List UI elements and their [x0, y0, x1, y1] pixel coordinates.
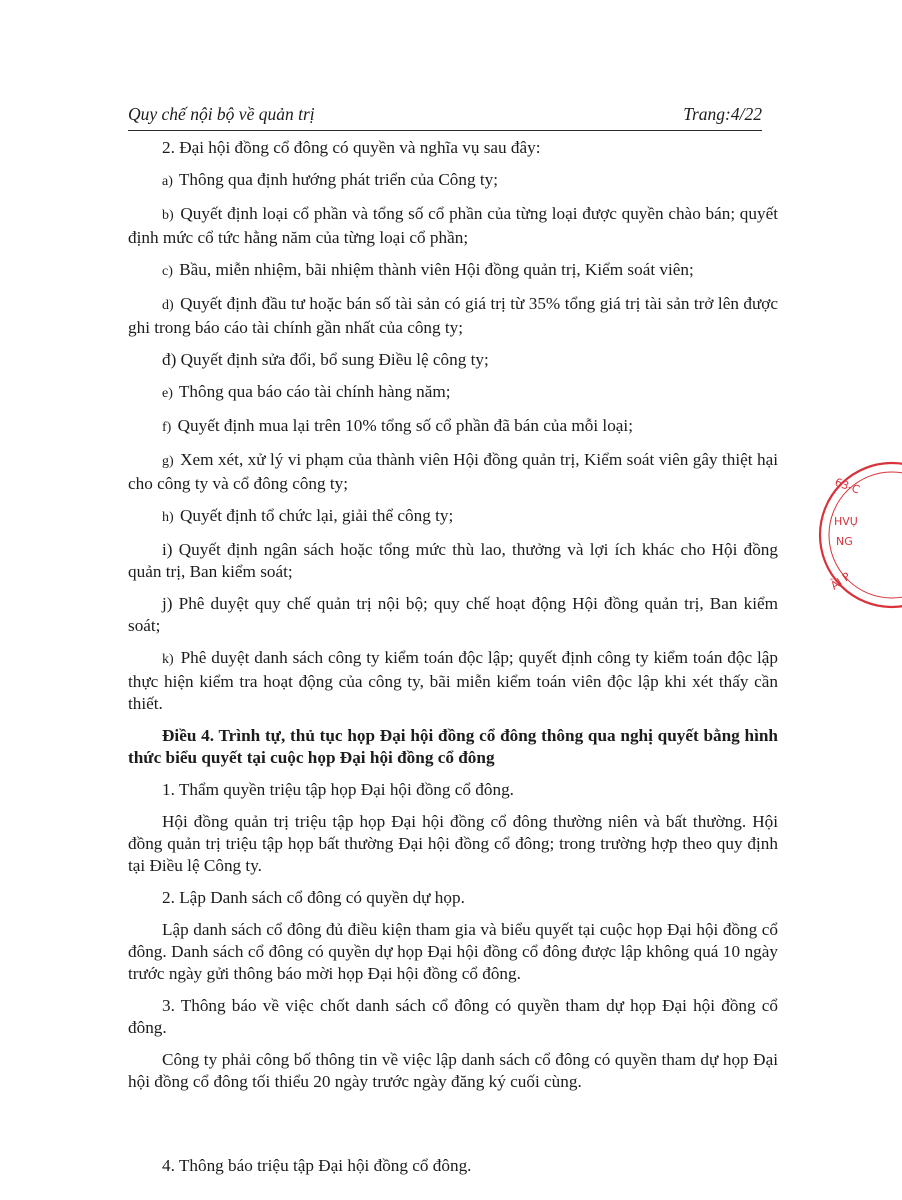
list-item: d) Quyết định đầu tư hoặc bán số tài sản có giá trị từ 35% tổng giá trị tài sản trở lên được ghi trong báo cáo tài chính gần nhất của công ty;	[128, 294, 779, 337]
article-heading: Điều 4. Trình tự, thủ tục họp Đại hội đồng cổ đông thông qua nghị quyết bằng hình thức biểu quyết tại cuộc họp Đại hội đồng cổ đông	[128, 726, 778, 767]
list-item: f) Quyết định mua lại trên 10% tổng số cổ phần đã bán của mỗi loại;	[162, 416, 633, 435]
list-item: c) Bầu, miễn nhiệm, bãi nhiệm thành viên Hội đồng quản trị, Kiểm soát viên;	[162, 260, 694, 279]
rights-list	[128, 137, 778, 715]
list-item: g) Xem xét, xử lý vi phạm của thành viên Hội đồng quản trị, Kiểm soát viên gây thiệt hại cho công ty và cổ đông công ty;	[128, 450, 778, 493]
paragraph: Lập danh sách cổ đông đủ điều kiện tham gia và biểu quyết tại cuộc họp Đại hội đồng cổ đông. Danh sách cổ đông có quyền dự họp Đại hội đồng cổ đông được lập không quá 10 ngày trước ngày gửi thông báo mời họp Đại hội đồng cổ đông.	[128, 920, 778, 983]
list-item: k) Phê duyệt danh sách công ty kiểm toán độc lập; quyết định công ty kiểm toán độc lập thực hiện kiểm tra hoạt động của công ty, bãi miễn kiểm toán viên độc lập khi xét thấy cần thiết.	[128, 648, 779, 713]
header-title: Quy chế nội bộ về quản trị	[128, 104, 315, 124]
list-item: i) Quyết định ngân sách hoặc tổng mức thù lao, thưởng và lợi ích khác cho Hội đồng quản trị, Ban kiểm soát;	[128, 540, 778, 581]
list-item: a) Thông qua định hướng phát triển của Công ty;	[162, 170, 499, 189]
company-seal-stamp	[812, 455, 902, 615]
paragraph: Công ty phải công bố thông tin về việc lập danh sách cổ đông có quyền tham dự họp Đại hội đồng cổ đông tối thiểu 20 ngày trước ngày đăng ký cuối cùng.	[128, 1050, 778, 1091]
list-item: đ) Quyết định sửa đổi, bổ sung Điều lệ công ty;	[162, 350, 489, 369]
paragraph: 1. Thẩm quyền triệu tập họp Đại hội đồng cổ đông.	[162, 780, 514, 799]
paragraph: 2. Lập Danh sách cổ đông có quyền dự họp.	[162, 888, 465, 907]
article-4-body	[128, 779, 778, 1177]
blank-space	[128, 1103, 778, 1155]
document-body	[128, 137, 778, 1187]
paragraph: 3. Thông báo về việc chốt danh sách cổ đông có quyền tham dự họp Đại hội đồng cổ đông.	[128, 996, 778, 1037]
list-item: j) Phê duyệt quy chế quản trị nội bộ; quy chế hoạt động Hội đồng quản trị, Ban kiểm soát;	[128, 594, 778, 635]
paragraph: 4. Thông báo triệu tập Đại hội đồng cổ đông.	[162, 1156, 472, 1175]
page-number: Trang:4/22	[683, 104, 762, 124]
list-item: b) Quyết định loại cổ phần và tổng số cổ phần của từng loại được quyền chào bán; quyết định mức cổ tức hằng năm của từng loại cổ phần;	[128, 204, 778, 247]
svg-text:HVỤ: HVỤ	[834, 515, 858, 528]
svg-text:ẢI P: ẢI P	[828, 569, 853, 593]
list-item: h) Quyết định tổ chức lại, giải thể công ty;	[162, 506, 454, 525]
list-item: 2. Đại hội đồng cổ đông có quyền và nghĩa vụ sau đây:	[162, 138, 541, 157]
paragraph: Hội đồng quản trị triệu tập họp Đại hội đồng cổ đông thường niên và bất thường. Hội đồng quản trị triệu tập họp bất thường Đại hội đồng cổ đông; trong trường hợp theo quy định tại Điều lệ Công ty.	[128, 812, 778, 875]
page-header	[128, 102, 762, 131]
list-item: e) Thông qua báo cáo tài chính hàng năm;	[162, 382, 451, 401]
svg-text:63-C: 63-C	[832, 475, 862, 497]
svg-text:NG: NG	[836, 535, 853, 548]
